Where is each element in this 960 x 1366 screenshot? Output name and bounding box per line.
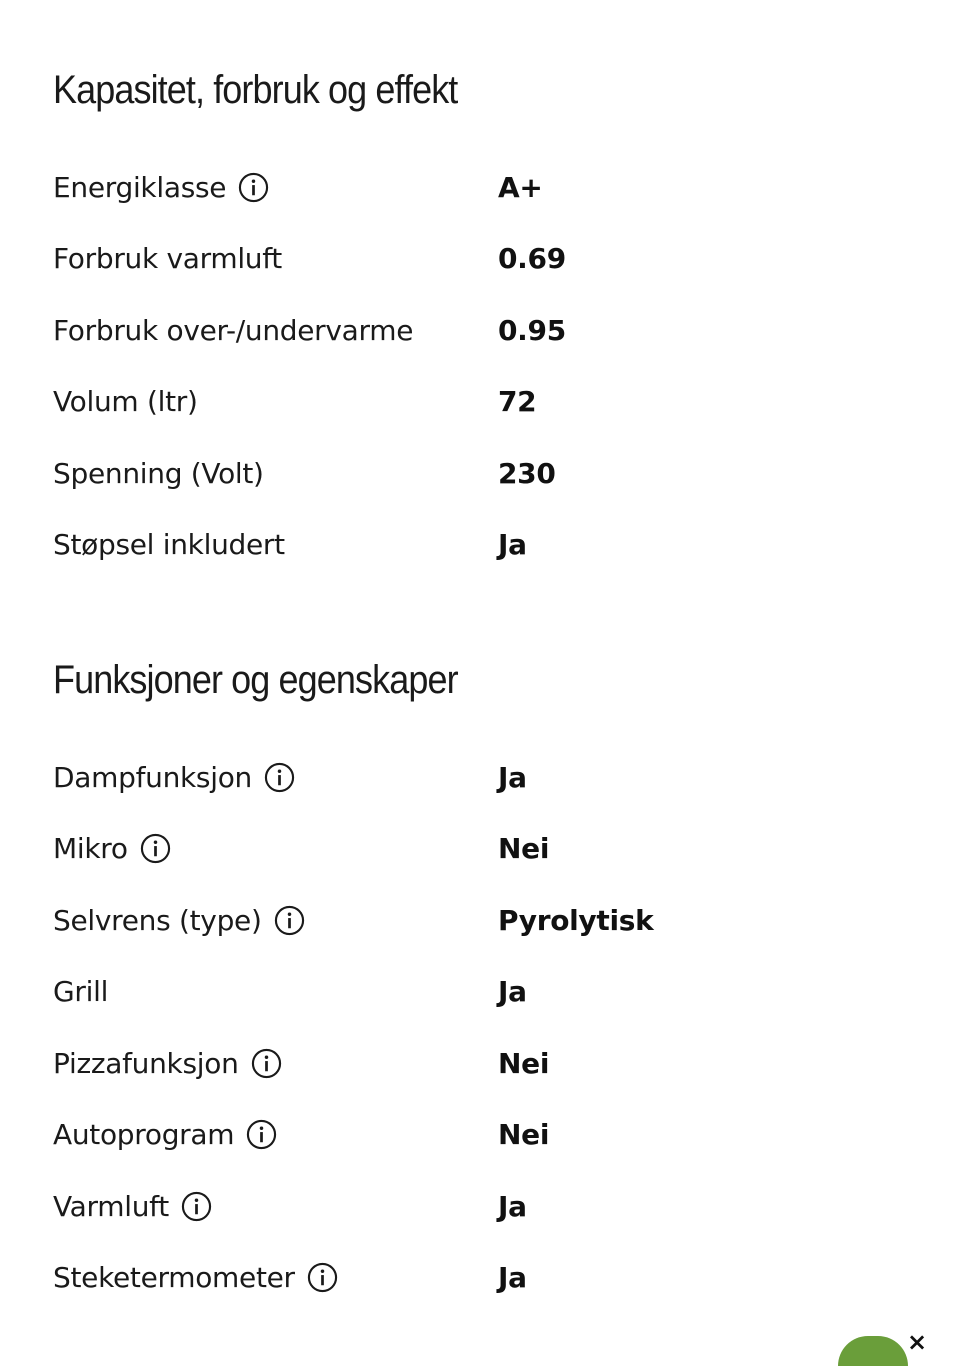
- spec-value: 0.69: [498, 241, 566, 275]
- info-circle-icon[interactable]: [264, 762, 295, 793]
- spec-row-volum: [53, 381, 913, 421]
- spec-label-text: Selvrens (type): [53, 903, 262, 937]
- spec-label-text: Forbruk varmluft: [53, 241, 282, 275]
- spec-label-text: Autoprogram: [53, 1117, 235, 1151]
- spec-value: 0.95: [498, 313, 566, 347]
- spec-label: [53, 904, 498, 937]
- spec-label-text: Støpsel inkludert: [53, 527, 285, 561]
- spec-label: [53, 975, 498, 1008]
- spec-value: A+: [498, 170, 543, 204]
- spec-row-spenning: [53, 453, 913, 493]
- spec-label-text: Volum (ltr): [53, 384, 198, 418]
- spec-label-text: Mikro: [53, 831, 128, 865]
- spec-label-text: Grill: [53, 974, 109, 1008]
- spec-row-energiklasse: [53, 167, 913, 207]
- info-circle-icon[interactable]: [274, 905, 305, 936]
- spec-label: [53, 761, 498, 794]
- spec-value: Nei: [498, 1117, 550, 1151]
- spec-label-text: Energiklasse: [53, 170, 227, 204]
- spec-label-text: Pizzafunksjon: [53, 1046, 239, 1080]
- info-circle-icon[interactable]: [238, 172, 269, 203]
- spec-label: [53, 314, 498, 347]
- info-circle-icon[interactable]: [181, 1191, 212, 1222]
- spec-row-mikro: [53, 828, 913, 868]
- spec-label: [53, 1047, 498, 1080]
- spec-row-grill: [53, 971, 913, 1011]
- spec-value: Ja: [498, 527, 527, 561]
- spec-row-autoprogram: [53, 1114, 913, 1154]
- info-circle-icon[interactable]: [246, 1119, 277, 1150]
- info-circle-icon[interactable]: [307, 1262, 338, 1293]
- spec-value: Nei: [498, 1046, 550, 1080]
- spec-row-pizzafunksjon: [53, 1043, 913, 1083]
- spec-label: [53, 457, 498, 490]
- spec-label: [53, 528, 498, 561]
- spec-label-text: Forbruk over-/undervarme: [53, 313, 414, 347]
- spec-row-forbruk-over-undervarme: [53, 310, 913, 350]
- spec-value: Pyrolytisk: [498, 903, 654, 937]
- spec-row-varmluft: [53, 1186, 913, 1226]
- info-circle-icon[interactable]: [251, 1048, 282, 1079]
- spec-label: [53, 242, 498, 275]
- spec-row-selvrens: [53, 900, 913, 940]
- spec-value: 230: [498, 456, 556, 490]
- spec-label-text: Varmluft: [53, 1189, 169, 1223]
- spec-label-text: Spenning (Volt): [53, 456, 264, 490]
- close-icon[interactable]: ×: [907, 1328, 928, 1356]
- chat-widget-icon[interactable]: [838, 1336, 908, 1366]
- spec-label: [53, 171, 498, 204]
- section-title-functions: Funksjoner og egenskaper: [53, 658, 458, 702]
- spec-label: [53, 1190, 498, 1223]
- spec-label: [53, 832, 498, 865]
- spec-label: [53, 385, 498, 418]
- spec-value: Ja: [498, 760, 527, 794]
- spec-label-text: Dampfunksjon: [53, 760, 252, 794]
- info-circle-icon[interactable]: [140, 833, 171, 864]
- spec-value: Ja: [498, 974, 527, 1008]
- section-title-capacity: Kapasitet, forbruk og effekt: [53, 68, 458, 112]
- spec-value: Ja: [498, 1189, 527, 1223]
- spec-row-dampfunksjon: [53, 757, 913, 797]
- spec-label-text: Steketermometer: [53, 1260, 295, 1294]
- spec-label: [53, 1118, 498, 1151]
- spec-value: Ja: [498, 1260, 527, 1294]
- spec-row-stopsel-inkludert: [53, 524, 913, 564]
- spec-value: 72: [498, 384, 537, 418]
- spec-row-steketermometer: [53, 1257, 913, 1297]
- spec-row-forbruk-varmluft: [53, 238, 913, 278]
- spec-value: Nei: [498, 831, 550, 865]
- spec-label: [53, 1261, 498, 1294]
